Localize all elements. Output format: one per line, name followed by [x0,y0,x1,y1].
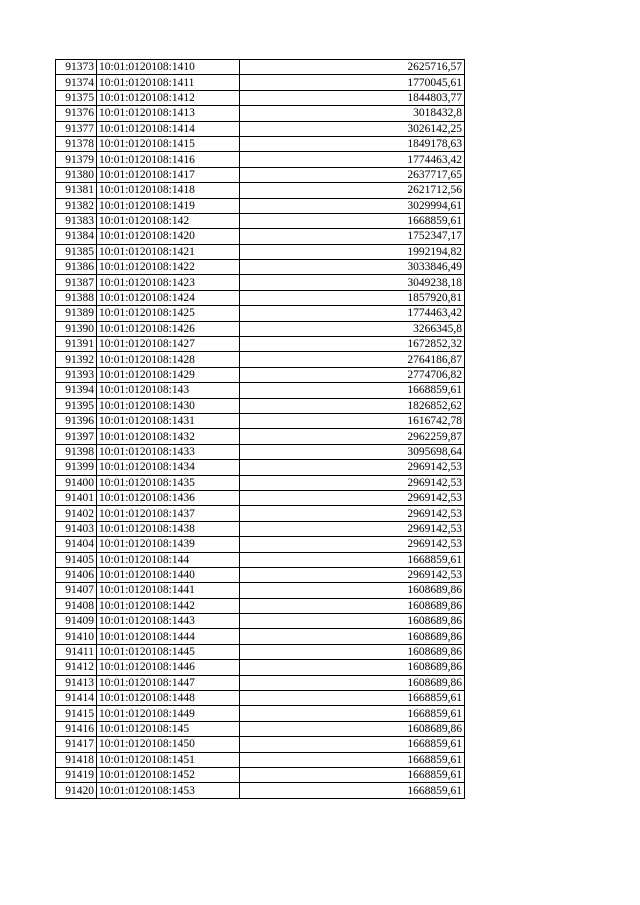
row-id-cell: 91382 [56,198,97,213]
value-cell: 2969142,53 [240,537,465,552]
cadastral-number-cell: 10:01:0120108:1452 [97,767,240,782]
cadastral-number-cell: 10:01:0120108:1421 [97,244,240,259]
row-id-cell: 91381 [56,183,97,198]
row-id-cell: 91389 [56,306,97,321]
value-cell: 1668859,61 [240,767,465,782]
table-row [56,706,465,721]
row-id-cell: 91413 [56,675,97,690]
value-cell: 1752347,17 [240,229,465,244]
table-row [56,321,465,336]
cadastral-number-cell: 10:01:0120108:1436 [97,490,240,505]
value-cell: 1608689,86 [240,660,465,675]
row-id-cell: 91416 [56,721,97,736]
cadastral-number-cell: 10:01:0120108:143 [97,383,240,398]
table-row [56,583,465,598]
cadastral-number-cell: 10:01:0120108:1432 [97,429,240,444]
row-id-cell: 91417 [56,737,97,752]
cadastral-number-cell: 10:01:0120108:1438 [97,521,240,536]
table-row [56,537,465,552]
row-id-cell: 91399 [56,460,97,475]
row-id-cell: 91414 [56,691,97,706]
table-row [56,783,465,798]
table-row [56,383,465,398]
table-row [56,75,465,90]
row-id-cell: 91373 [56,60,97,75]
cadastral-number-cell: 10:01:0120108:1412 [97,90,240,105]
value-cell: 1774463,42 [240,306,465,321]
cadastral-number-cell: 10:01:0120108:1450 [97,737,240,752]
row-id-cell: 91394 [56,383,97,398]
cadastral-number-cell: 10:01:0120108:1439 [97,537,240,552]
value-cell: 1608689,86 [240,644,465,659]
row-id-cell: 91420 [56,783,97,798]
cadastral-number-cell: 10:01:0120108:1447 [97,675,240,690]
table-row [56,152,465,167]
table-row [56,752,465,767]
value-cell: 1668859,61 [240,213,465,228]
value-cell: 3095698,64 [240,444,465,459]
table-row [56,290,465,305]
row-id-cell: 91409 [56,614,97,629]
value-cell: 1857920,81 [240,290,465,305]
value-cell: 1672852,32 [240,337,465,352]
value-cell: 2764186,87 [240,352,465,367]
row-id-cell: 91396 [56,413,97,428]
value-cell: 1844803,77 [240,90,465,105]
table-row [56,644,465,659]
row-id-cell: 91378 [56,136,97,151]
table-row [56,660,465,675]
value-cell: 1668859,61 [240,783,465,798]
value-cell: 1668859,61 [240,691,465,706]
table-row [56,429,465,444]
row-id-cell: 91401 [56,490,97,505]
cadastral-number-cell: 10:01:0120108:1443 [97,614,240,629]
table-row [56,506,465,521]
table-row [56,229,465,244]
cadastral-number-cell: 10:01:0120108:1418 [97,183,240,198]
row-id-cell: 91383 [56,213,97,228]
row-id-cell: 91392 [56,352,97,367]
cadastral-number-cell: 10:01:0120108:1444 [97,629,240,644]
table-row [56,767,465,782]
row-id-cell: 91406 [56,567,97,582]
row-id-cell: 91375 [56,90,97,105]
cadastral-number-cell: 10:01:0120108:1440 [97,567,240,582]
row-id-cell: 91386 [56,260,97,275]
row-id-cell: 91380 [56,167,97,182]
table-body [56,60,465,799]
value-cell: 2969142,53 [240,506,465,521]
cadastral-number-cell: 10:01:0120108:1442 [97,598,240,613]
value-cell: 2969142,53 [240,475,465,490]
cadastral-number-cell: 10:01:0120108:1424 [97,290,240,305]
table-row [56,213,465,228]
value-cell: 2625716,57 [240,60,465,75]
cadastral-number-cell: 10:01:0120108:1445 [97,644,240,659]
cadastral-number-cell: 10:01:0120108:1437 [97,506,240,521]
row-id-cell: 91404 [56,537,97,552]
table-row [56,244,465,259]
table-row [56,737,465,752]
row-id-cell: 91385 [56,244,97,259]
table-row [56,306,465,321]
row-id-cell: 91379 [56,152,97,167]
cadastral-number-cell: 10:01:0120108:1419 [97,198,240,213]
data-table [55,59,465,799]
cadastral-number-cell: 10:01:0120108:1449 [97,706,240,721]
cadastral-number-cell: 10:01:0120108:1411 [97,75,240,90]
value-cell: 1608689,86 [240,629,465,644]
table-row [56,614,465,629]
cadastral-number-cell: 10:01:0120108:1420 [97,229,240,244]
row-id-cell: 91397 [56,429,97,444]
table-row [56,106,465,121]
cadastral-number-cell: 10:01:0120108:1422 [97,260,240,275]
cadastral-number-cell: 10:01:0120108:1435 [97,475,240,490]
value-cell: 3026142,25 [240,121,465,136]
table-row [56,521,465,536]
value-cell: 1608689,86 [240,598,465,613]
table-row [56,121,465,136]
table-row [56,721,465,736]
value-cell: 3266345,8 [240,321,465,336]
value-cell: 1616742,78 [240,413,465,428]
value-cell: 2774706,82 [240,367,465,382]
cadastral-number-cell: 10:01:0120108:1441 [97,583,240,598]
value-cell: 2969142,53 [240,521,465,536]
table-row [56,198,465,213]
cadastral-number-cell: 10:01:0120108:142 [97,213,240,228]
table-row [56,183,465,198]
value-cell: 1992194,82 [240,244,465,259]
row-id-cell: 91388 [56,290,97,305]
cadastral-number-cell: 10:01:0120108:145 [97,721,240,736]
table-row [56,490,465,505]
row-id-cell: 91402 [56,506,97,521]
value-cell: 3018432,8 [240,106,465,121]
row-id-cell: 91411 [56,644,97,659]
value-cell: 3049238,18 [240,275,465,290]
cadastral-number-cell: 10:01:0120108:1430 [97,398,240,413]
table-row [56,675,465,690]
table-row [56,260,465,275]
cadastral-number-cell: 10:01:0120108:1428 [97,352,240,367]
value-cell: 1770045,61 [240,75,465,90]
cadastral-number-cell: 10:01:0120108:1410 [97,60,240,75]
table-row [56,444,465,459]
value-cell: 1668859,61 [240,383,465,398]
value-cell: 1608689,86 [240,614,465,629]
row-id-cell: 91390 [56,321,97,336]
row-id-cell: 91408 [56,598,97,613]
cadastral-number-cell: 10:01:0120108:1423 [97,275,240,290]
cadastral-number-cell: 10:01:0120108:1426 [97,321,240,336]
table-row [56,337,465,352]
value-cell: 1608689,86 [240,675,465,690]
value-cell: 2621712,56 [240,183,465,198]
cadastral-number-cell: 10:01:0120108:1451 [97,752,240,767]
row-id-cell: 91377 [56,121,97,136]
row-id-cell: 91400 [56,475,97,490]
row-id-cell: 91393 [56,367,97,382]
cadastral-number-cell: 10:01:0120108:1425 [97,306,240,321]
row-id-cell: 91398 [56,444,97,459]
cadastral-number-cell: 10:01:0120108:1413 [97,106,240,121]
value-cell: 1774463,42 [240,152,465,167]
value-cell: 2969142,53 [240,460,465,475]
table-row [56,691,465,706]
row-id-cell: 91415 [56,706,97,721]
row-id-cell: 91410 [56,629,97,644]
value-cell: 2637717,65 [240,167,465,182]
value-cell: 1849178,63 [240,136,465,151]
value-cell: 3033846,49 [240,260,465,275]
value-cell: 1608689,86 [240,583,465,598]
cadastral-number-cell: 10:01:0120108:1448 [97,691,240,706]
table-row [56,629,465,644]
row-id-cell: 91387 [56,275,97,290]
cadastral-number-cell: 10:01:0120108:1453 [97,783,240,798]
cadastral-number-cell: 10:01:0120108:1434 [97,460,240,475]
cadastral-number-cell: 10:01:0120108:1416 [97,152,240,167]
value-cell: 1608689,86 [240,721,465,736]
table-row [56,90,465,105]
table-row [56,567,465,582]
value-cell: 2962259,87 [240,429,465,444]
cadastral-number-cell: 10:01:0120108:144 [97,552,240,567]
table-row [56,460,465,475]
table-row [56,60,465,75]
row-id-cell: 91403 [56,521,97,536]
value-cell: 1668859,61 [240,706,465,721]
cadastral-number-cell: 10:01:0120108:1415 [97,136,240,151]
value-cell: 1826852,62 [240,398,465,413]
row-id-cell: 91412 [56,660,97,675]
value-cell: 1668859,61 [240,737,465,752]
row-id-cell: 91405 [56,552,97,567]
row-id-cell: 91395 [56,398,97,413]
cadastral-number-cell: 10:01:0120108:1414 [97,121,240,136]
cadastral-number-cell: 10:01:0120108:1433 [97,444,240,459]
table-row [56,352,465,367]
cadastral-number-cell: 10:01:0120108:1417 [97,167,240,182]
row-id-cell: 91384 [56,229,97,244]
value-cell: 3029994,61 [240,198,465,213]
row-id-cell: 91419 [56,767,97,782]
cadastral-number-cell: 10:01:0120108:1446 [97,660,240,675]
row-id-cell: 91418 [56,752,97,767]
table-row [56,167,465,182]
table-row [56,136,465,151]
value-cell: 2969142,53 [240,490,465,505]
value-cell: 2969142,53 [240,567,465,582]
value-cell: 1668859,61 [240,752,465,767]
row-id-cell: 91376 [56,106,97,121]
table-row [56,275,465,290]
cadastral-number-cell: 10:01:0120108:1429 [97,367,240,382]
row-id-cell: 91374 [56,75,97,90]
value-cell: 1668859,61 [240,552,465,567]
table-row [56,598,465,613]
cadastral-number-cell: 10:01:0120108:1431 [97,413,240,428]
table-row [56,552,465,567]
table-row [56,413,465,428]
table-row [56,398,465,413]
cadastral-number-cell: 10:01:0120108:1427 [97,337,240,352]
row-id-cell: 91407 [56,583,97,598]
table-row [56,367,465,382]
table-row [56,475,465,490]
row-id-cell: 91391 [56,337,97,352]
